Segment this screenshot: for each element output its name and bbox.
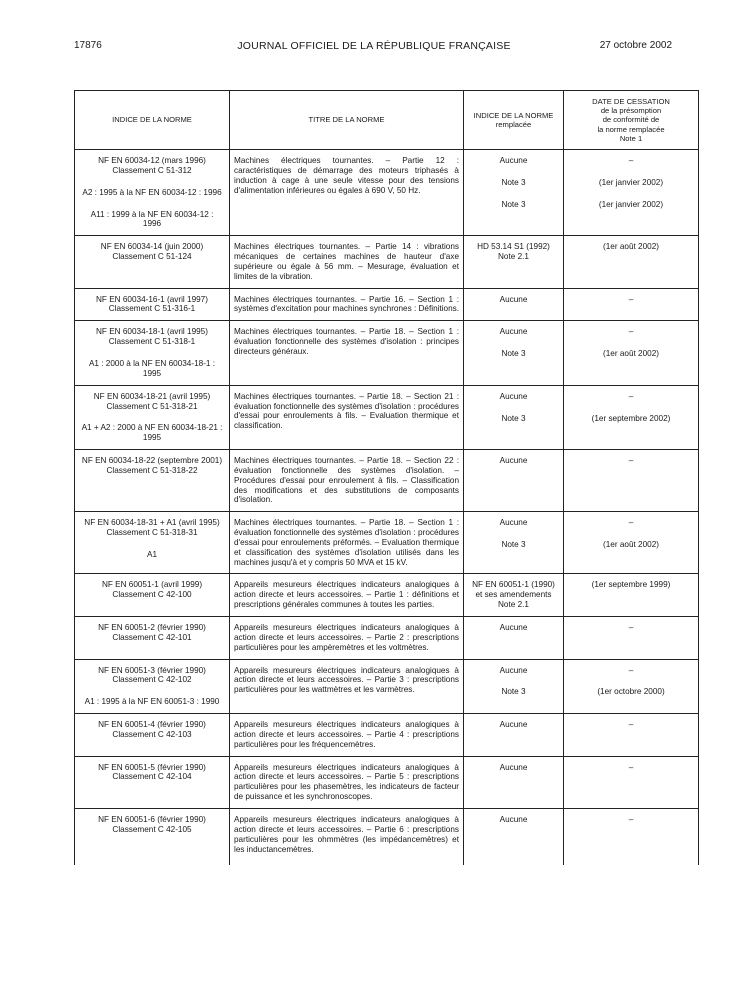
replaced-norm-cell <box>464 150 564 236</box>
table-row <box>75 512 699 574</box>
table-row <box>75 617 699 660</box>
norm-title-cell <box>230 659 464 714</box>
norm-title-cell-text: Appareils mesureurs électriques indicateurs analogiques à action directe et leurs accessoires. – Partie 6 : prescriptions particulières pour les ohmmètres (les impédancemètres) et les inductancemètres. <box>234 814 459 854</box>
replaced-norm-cell <box>464 574 564 617</box>
cessation-date-cell-text: – <box>628 623 634 632</box>
norm-title-cell <box>230 574 464 617</box>
table-row <box>75 659 699 714</box>
norm-index-cell-text: NF EN 60034-12 (mars 1996) Classement C 51-312 <box>98 156 206 175</box>
cessation-date-cell <box>564 756 699 808</box>
norm-title-cell <box>230 808 464 865</box>
norm-title-cell-text: Appareils mesureurs électriques indicateurs analogiques à action directe et leurs accessoires. – Partie 4 : prescriptions particulières pour les fréquencemètres. <box>234 720 459 749</box>
norm-title-cell-text: Appareils mesureurs électriques indicateurs analogiques à action directe et leurs accessoires. – Partie 2 : prescriptions particulières pour les ampèremètres et les voltmètres. <box>234 623 459 652</box>
amendment-replaced: Note 3 <box>501 413 526 423</box>
norm-title-cell-text: Appareils mesureurs électriques indicateurs analogiques à action directe et leurs accessoires. – Partie 3 : prescriptions particulières pour les wattmètres et les varmètres. <box>234 665 459 695</box>
norm-index-cell-text: NF EN 60034-16-1 (avril 1997) Classement C 51-316-1 <box>96 294 208 314</box>
replaced-norm-cell-text: Aucune <box>499 156 528 165</box>
norm-index-cell <box>75 288 230 321</box>
replaced-norm-cell-text: Aucune <box>499 391 528 401</box>
norm-title-cell <box>230 617 464 660</box>
norm-index-cell-text: NF EN 60034-18-31 + A1 (avril 1995) Classement C 51-318-31 <box>84 518 220 538</box>
replaced-norm-cell <box>464 756 564 808</box>
norm-title-cell <box>230 385 464 449</box>
norm-title-cell-text: Machines électriques tournantes. – Partie 18. – Section 22 : évaluation fonctionnelle des systèmes d'isolation. – Procédures d'essai pour enroulement à fils. – Classification des modifications et des substitutions de composants d'isolation. <box>234 456 459 505</box>
amendment-replaced: Note 3 <box>501 177 526 187</box>
cessation-date-cell <box>564 450 699 512</box>
replaced-norm-cell-text: Aucune <box>499 623 528 632</box>
norm-index-cell <box>75 236 230 288</box>
norm-index-cell <box>75 756 230 808</box>
cessation-date-cell <box>564 808 699 865</box>
amendment-date: (1er janvier 2002) <box>598 199 664 209</box>
column-header-index: INDICE DE LA NORME <box>75 91 230 150</box>
amendment-index: A1 : 1995 à la NF EN 60051-3 : 1990 <box>84 697 220 707</box>
norm-title-cell-text: Machines électriques tournantes. – Partie 18. – Section 1 : évaluation fonctionnelle des systèmes d'isolation : principes directeurs généraux. <box>234 327 459 356</box>
table-row <box>75 756 699 808</box>
norm-title-cell <box>230 450 464 512</box>
replaced-norm-cell-text: Aucune <box>499 456 528 466</box>
replaced-norm-cell <box>464 385 564 449</box>
norm-title-cell-text: Machines électriques tournantes. – Partie 18. – Section 1 : évaluation fonctionnelle des systèmes d'isolation : procédures d'essai pour enroulements préformés. – Evaluation thermique et classification des systèmes d'isolation utilisés dans les machines jusqu'à et y compris 50 MVA et 15 kV. <box>234 518 459 567</box>
amendment-index: A1 : 2000 à la NF EN 60034-18-1 : 1995 <box>88 358 216 378</box>
cessation-date-cell-text: – <box>628 720 634 730</box>
table-row <box>75 321 699 385</box>
amendment-index: A1 + A2 : 2000 à NF EN 60034-18-21 : 1995 <box>81 423 223 443</box>
norm-title-cell <box>230 512 464 574</box>
replaced-norm-cell-text: Aucune <box>499 518 528 528</box>
amendment-index: A11 : 1999 à la NF EN 60034-12 : 1996 <box>90 209 214 229</box>
replaced-norm-cell-text: NF EN 60051-1 (1990) et ses amendements Note 2.1 <box>472 580 555 610</box>
table-row <box>75 714 699 757</box>
amendment-index: A1 <box>146 549 157 559</box>
amendment-index: A2 : 1995 à la NF EN 60034-12 : 1996 <box>82 187 222 197</box>
amendment-date: (1er janvier 2002) <box>598 177 664 187</box>
cessation-date-cell-text: – <box>628 327 634 337</box>
amendment-date: (1er août 2002) <box>603 540 659 550</box>
cessation-date-cell-text: – <box>628 518 634 528</box>
norm-title-cell <box>230 150 464 236</box>
amendment-date: (1er août 2002) <box>603 349 659 359</box>
amendment-replaced: Note 3 <box>501 687 526 697</box>
table-row <box>75 574 699 617</box>
cessation-date-cell <box>564 385 699 449</box>
amendment-replaced: Note 3 <box>501 540 526 550</box>
norm-title-cell <box>230 756 464 808</box>
cessation-date-cell-text: – <box>628 456 634 466</box>
cessation-date-cell-text: – <box>628 665 634 675</box>
journal-title: JOURNAL OFFICIEL DE LA RÉPUBLIQUE FRANÇAISE <box>237 40 511 52</box>
norm-index-cell <box>75 150 230 236</box>
norm-index-cell <box>75 659 230 714</box>
page-number: 17876 <box>74 40 102 51</box>
cessation-date-cell-text: (1er août 2002) <box>603 242 659 252</box>
norm-index-cell <box>75 617 230 660</box>
standards-table <box>74 90 699 865</box>
norm-index-cell-text: NF EN 60034-18-1 (avril 1995) Classement C 51-318-1 <box>96 327 208 347</box>
replaced-norm-cell-text: Aucune <box>499 762 528 772</box>
norm-index-cell <box>75 574 230 617</box>
norm-index-cell <box>75 450 230 512</box>
norm-title-cell-text: Appareils mesureurs électriques indicateurs analogiques à action directe et leurs accessoires. – Partie 5 : prescriptions particulières pour les phasemètres, les indicateurs de facteur de puissance et les synchronoscopes. <box>234 762 459 802</box>
replaced-norm-cell <box>464 659 564 714</box>
amendment-replaced: Note 3 <box>501 349 526 359</box>
cessation-date-cell <box>564 512 699 574</box>
cessation-date-cell <box>564 150 699 236</box>
replaced-norm-cell-text: Aucune <box>499 720 528 730</box>
norm-title-cell <box>230 714 464 757</box>
cessation-date-cell <box>564 574 699 617</box>
norm-index-cell <box>75 385 230 449</box>
cessation-date-cell-text: (1er septembre 1999) <box>591 580 671 590</box>
norm-index-cell-text: NF EN 60051-1 (avril 1999) Classement C 42-100 <box>101 580 203 600</box>
cessation-date-cell <box>564 714 699 757</box>
norm-index-cell-text: NF EN 60051-6 (février 1990) Classement C 42-105 <box>98 814 206 834</box>
cessation-date-cell-text: – <box>628 156 634 165</box>
column-header-cessation-date: DATE DE CESSATION de la présomption de conformité de la norme remplacée Note 1 <box>564 91 699 150</box>
replaced-norm-cell <box>464 617 564 660</box>
table-row <box>75 385 699 449</box>
norm-index-cell <box>75 512 230 574</box>
cessation-date-cell-text: – <box>628 814 634 824</box>
norm-index-cell-text: NF EN 60051-5 (février 1990) Classement C 42-104 <box>98 762 206 782</box>
table-row <box>75 450 699 512</box>
replaced-norm-cell <box>464 512 564 574</box>
norm-title-cell-text: Machines électriques tournantes. – Partie 18. – Section 21 : évaluation fonctionnelle des systèmes d'isolation : procédures d'essai pour enroulements à fils. – Evaluation thermique et classification. <box>234 391 459 431</box>
table-row <box>75 288 699 321</box>
table-header-row <box>75 91 699 150</box>
norm-title-cell-text: Appareils mesureurs électriques indicateurs analogiques à action directe et leurs accessoires. – Partie 1 : définitions et prescriptions générales communes à toutes les parties. <box>234 580 459 610</box>
cessation-date-cell-text: – <box>628 762 634 772</box>
norm-title-cell <box>230 288 464 321</box>
replaced-norm-cell-text: Aucune <box>499 327 528 337</box>
replaced-norm-cell <box>464 236 564 288</box>
norm-title-cell-text: Machines électriques tournantes. – Partie 16. – Section 1 : systèmes d'excitation pour machines synchrones : Définitions. <box>234 294 460 314</box>
cessation-date-cell <box>564 659 699 714</box>
amendment-date: (1er septembre 2002) <box>591 413 671 423</box>
norm-title-cell-text: Machines électriques tournantes. – Partie 12 : caractéristiques de démarrage des moteurs triphasés à induction à cage à une seule vitesse pour des tensions d'alimentation inférieures ou égales à 690 V, 50 Hz. <box>234 156 459 195</box>
replaced-norm-cell-text: Aucune <box>499 814 528 824</box>
replaced-norm-cell-text: Aucune <box>499 665 528 675</box>
amendment-date: (1er octobre 2000) <box>597 687 665 697</box>
cessation-date-cell <box>564 321 699 385</box>
norm-title-cell <box>230 236 464 288</box>
replaced-norm-cell <box>464 450 564 512</box>
cessation-date-cell-text: – <box>628 294 634 304</box>
replaced-norm-cell <box>464 288 564 321</box>
replaced-norm-cell-text: HD 53.14 S1 (1992) Note 2.1 <box>477 242 550 262</box>
replaced-norm-cell <box>464 714 564 757</box>
table-row <box>75 236 699 288</box>
cessation-date-cell-text: – <box>628 391 634 401</box>
issue-date: 27 octobre 2002 <box>599 40 672 51</box>
cessation-date-cell <box>564 236 699 288</box>
amendment-replaced: Note 3 <box>501 199 526 209</box>
norm-index-cell <box>75 321 230 385</box>
norm-index-cell <box>75 714 230 757</box>
table-row <box>75 808 699 865</box>
table-row <box>75 150 699 236</box>
norm-title-cell-text: Machines électriques tournantes. – Partie 14 : vibrations mécaniques de certaines machines de hauteur d'axe supérieure ou égale à 56 mm. – Mesurage, évaluation et limites de la vibration. <box>234 242 459 281</box>
column-header-title: TITRE DE LA NORME <box>230 91 464 150</box>
norm-title-cell <box>230 321 464 385</box>
replaced-norm-cell <box>464 808 564 865</box>
norm-index-cell-text: NF EN 60034-14 (juin 2000) Classement C 51-124 <box>100 242 204 262</box>
norm-index-cell-text: NF EN 60051-3 (février 1990) Classement C 42-102 <box>98 665 206 685</box>
replaced-norm-cell <box>464 321 564 385</box>
table-body <box>75 150 699 865</box>
cessation-date-cell <box>564 617 699 660</box>
norm-index-cell-text: NF EN 60034-18-21 (avril 1995) Classement C 51-318-21 <box>93 391 211 411</box>
norm-index-cell-text: NF EN 60051-2 (février 1990) Classement C 42-101 <box>98 623 206 642</box>
norm-index-cell-text: NF EN 60034-18-22 (septembre 2001) Classement C 51-318-22 <box>81 456 223 475</box>
norm-index-cell <box>75 808 230 865</box>
norm-index-cell-text: NF EN 60051-4 (février 1990) Classement C 42-103 <box>98 720 206 739</box>
cessation-date-cell <box>564 288 699 321</box>
replaced-norm-cell-text: Aucune <box>499 294 528 304</box>
column-header-replaced: INDICE DE LA NORME remplacée <box>464 91 564 150</box>
